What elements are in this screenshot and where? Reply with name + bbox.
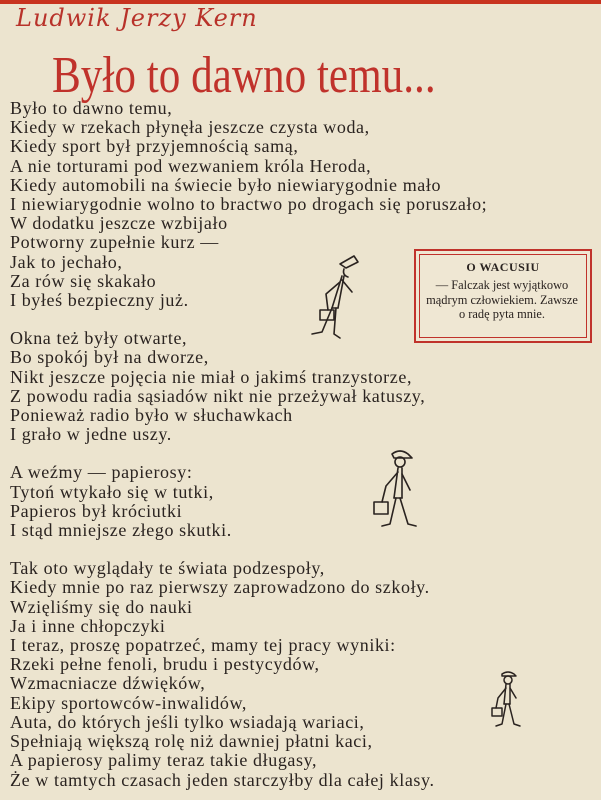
poem-line: Jak to jechało, [10, 251, 123, 272]
poem-line: Ekipy sportowców-inwalidów, [10, 692, 247, 713]
poem-line: Spełniają większą rolę niż dawniej płatni kaci, [10, 731, 373, 752]
stanza [10, 329, 487, 444]
poem-line: Ponieważ radio było w słuchawkach [10, 405, 293, 426]
poem-line: A nie torturami pod wezwaniem króla Heroda, [10, 155, 372, 176]
poem-line: Nikt jeszcze pojęcia nie miał o jakimś tranzystorze, [10, 366, 413, 387]
poem-line: I teraz, proszę popatrzeć, mamy tej pracy wyniki: [10, 635, 396, 656]
poem [10, 99, 487, 790]
poem-line: Kiedy sport był przyjemnością samą, [10, 136, 299, 157]
walking-man-illustration-1 [298, 252, 366, 344]
poem-line: Potworny zupełnie kurz — [10, 232, 219, 253]
poem-line: Tak oto wyglądały te świata podzespoły, [10, 558, 325, 579]
poem-line: Bo spokój był na dworze, [10, 347, 209, 368]
poem-line: Kiedy automobili na świecie było niewiarygodnie mało [10, 174, 442, 195]
poem-line: A weźmy — papierosy: [10, 462, 193, 483]
poem-line: Wzięliśmy się do nauki [10, 596, 193, 617]
poem-line: Wzmacniacze dźwięków, [10, 673, 206, 694]
poem-line: Ja i inne chłopczyki [10, 615, 166, 636]
poem-line: Kiedy w rzekach płynęła jeszcze czysta woda, [10, 117, 370, 138]
page-title: Było to dawno temu... [52, 47, 436, 104]
poem-line: I stąd mniejsze złego skutki. [10, 520, 232, 541]
poem-line: Papieros był króciutki [10, 500, 183, 521]
poem-line: Okna też były otwarte, [10, 328, 188, 349]
poem-line: Że w tamtych czasach jeden starczyłby dla całej klasy. [10, 769, 435, 790]
poem-line: Tytoń wtykało się w tutki, [10, 481, 214, 502]
sidebar-box [414, 249, 592, 343]
poem-line: Było to dawno temu, [10, 98, 173, 118]
walking-man-illustration-3 [488, 668, 532, 732]
poem-line: Z powodu radia sąsiadów nikt nie przeżywał katuszy, [10, 385, 426, 406]
walking-man-illustration-2 [368, 446, 424, 538]
poem-line: Kiedy mnie po raz pierwszy zaprowadzono do szkoły. [10, 577, 430, 598]
poem-line: Rzeki pełne fenoli, brudu i pestycydów, [10, 654, 320, 675]
poem-line: I byłeś bezpieczny już. [10, 290, 189, 311]
poem-line: W dodatku jeszcze wzbijało [10, 213, 228, 234]
sidebar-heading: O WACUSIU [466, 260, 540, 274]
poem-line: I grało w jedne uszy. [10, 424, 172, 445]
poem-line: I niewiarygodnie wolno to bractwo po drogach się poruszało; [10, 194, 488, 215]
sidebar-text: — Falczak jest wyjątkowo mądrym człowiekiem. Zawsze o radę pyta mnie. [426, 278, 578, 321]
poem-line: A papierosy palimy teraz takie długasy, [10, 750, 318, 771]
author-name: Ludwik Jerzy Kern [16, 4, 258, 32]
poem-line: Za rów się skakało [10, 270, 157, 291]
poem-line: Auta, do których jeśli tylko wsiadają wariaci, [10, 711, 365, 732]
stanza [10, 559, 487, 789]
